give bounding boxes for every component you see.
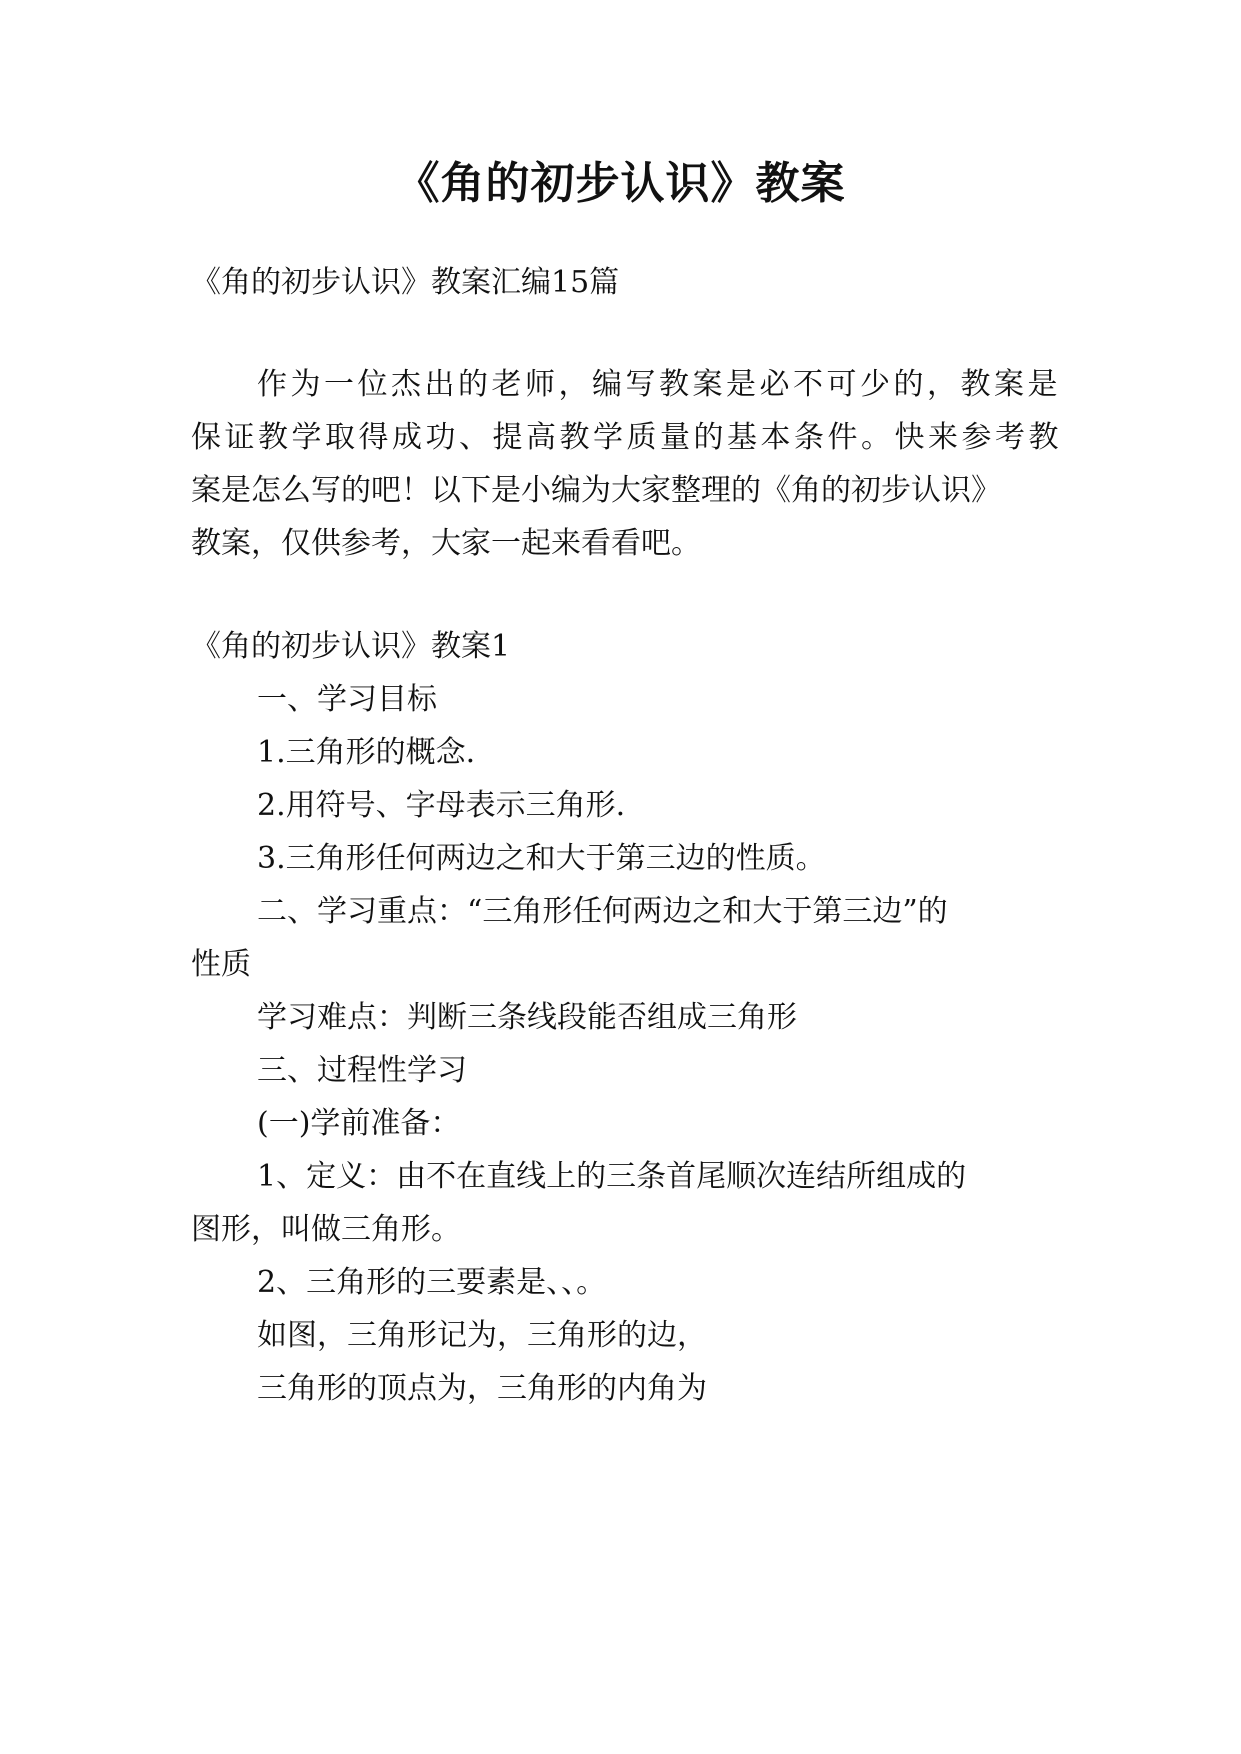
section-line-5: 二、学习重点：“三角形任何两边之和大于第三边”的 (257, 894, 948, 929)
section-line-4: 3.三角形任何两边之和大于第三边的性质。 (257, 841, 826, 876)
section-line-14: 三角形的顶点为，三角形的内角为 (257, 1371, 707, 1406)
intro-line-4: 教案，仅供参考，大家一起来看看吧。 (191, 526, 701, 561)
section-line-9: (一)学前准备： (257, 1106, 461, 1141)
intro-line-3: 案是怎么写的吧！以下是小编为大家整理的《角的初步认识》 (191, 473, 1001, 508)
section-line-1: 一、学习目标 (257, 682, 437, 717)
section-line-3: 2.用符号、字母表示三角形. (257, 788, 626, 823)
section-line-13: 如图，三角形记为，三角形的边， (257, 1318, 707, 1353)
section-heading: 《角的初步认识》教案1 (191, 629, 511, 664)
section-line-7: 学习难点：判断三条线段能否组成三角形 (257, 1000, 797, 1035)
section-line-10: 1、定义：由不在直线上的三条首尾顺次连结所组成的 (257, 1159, 967, 1194)
section-line-6: 性质 (191, 947, 251, 982)
intro-line-2: 保证教学取得成功、提高教学质量的基本条件。快来参考教 (191, 420, 1062, 455)
section-line-12: 2、三角形的三要素是、、。 (257, 1265, 607, 1300)
intro-line-1: 作为一位杰出的老师，编写教案是必不可少的，教案是 (257, 367, 1061, 402)
section-line-11: 图形，叫做三角形。 (191, 1212, 461, 1247)
section-line-2: 1.三角形的概念. (257, 735, 476, 770)
section-line-8: 三、过程性学习 (257, 1053, 467, 1088)
document-title: 《角的初步认识》教案 (395, 158, 846, 209)
document-subtitle: 《角的初步认识》教案汇编15篇 (191, 265, 620, 300)
